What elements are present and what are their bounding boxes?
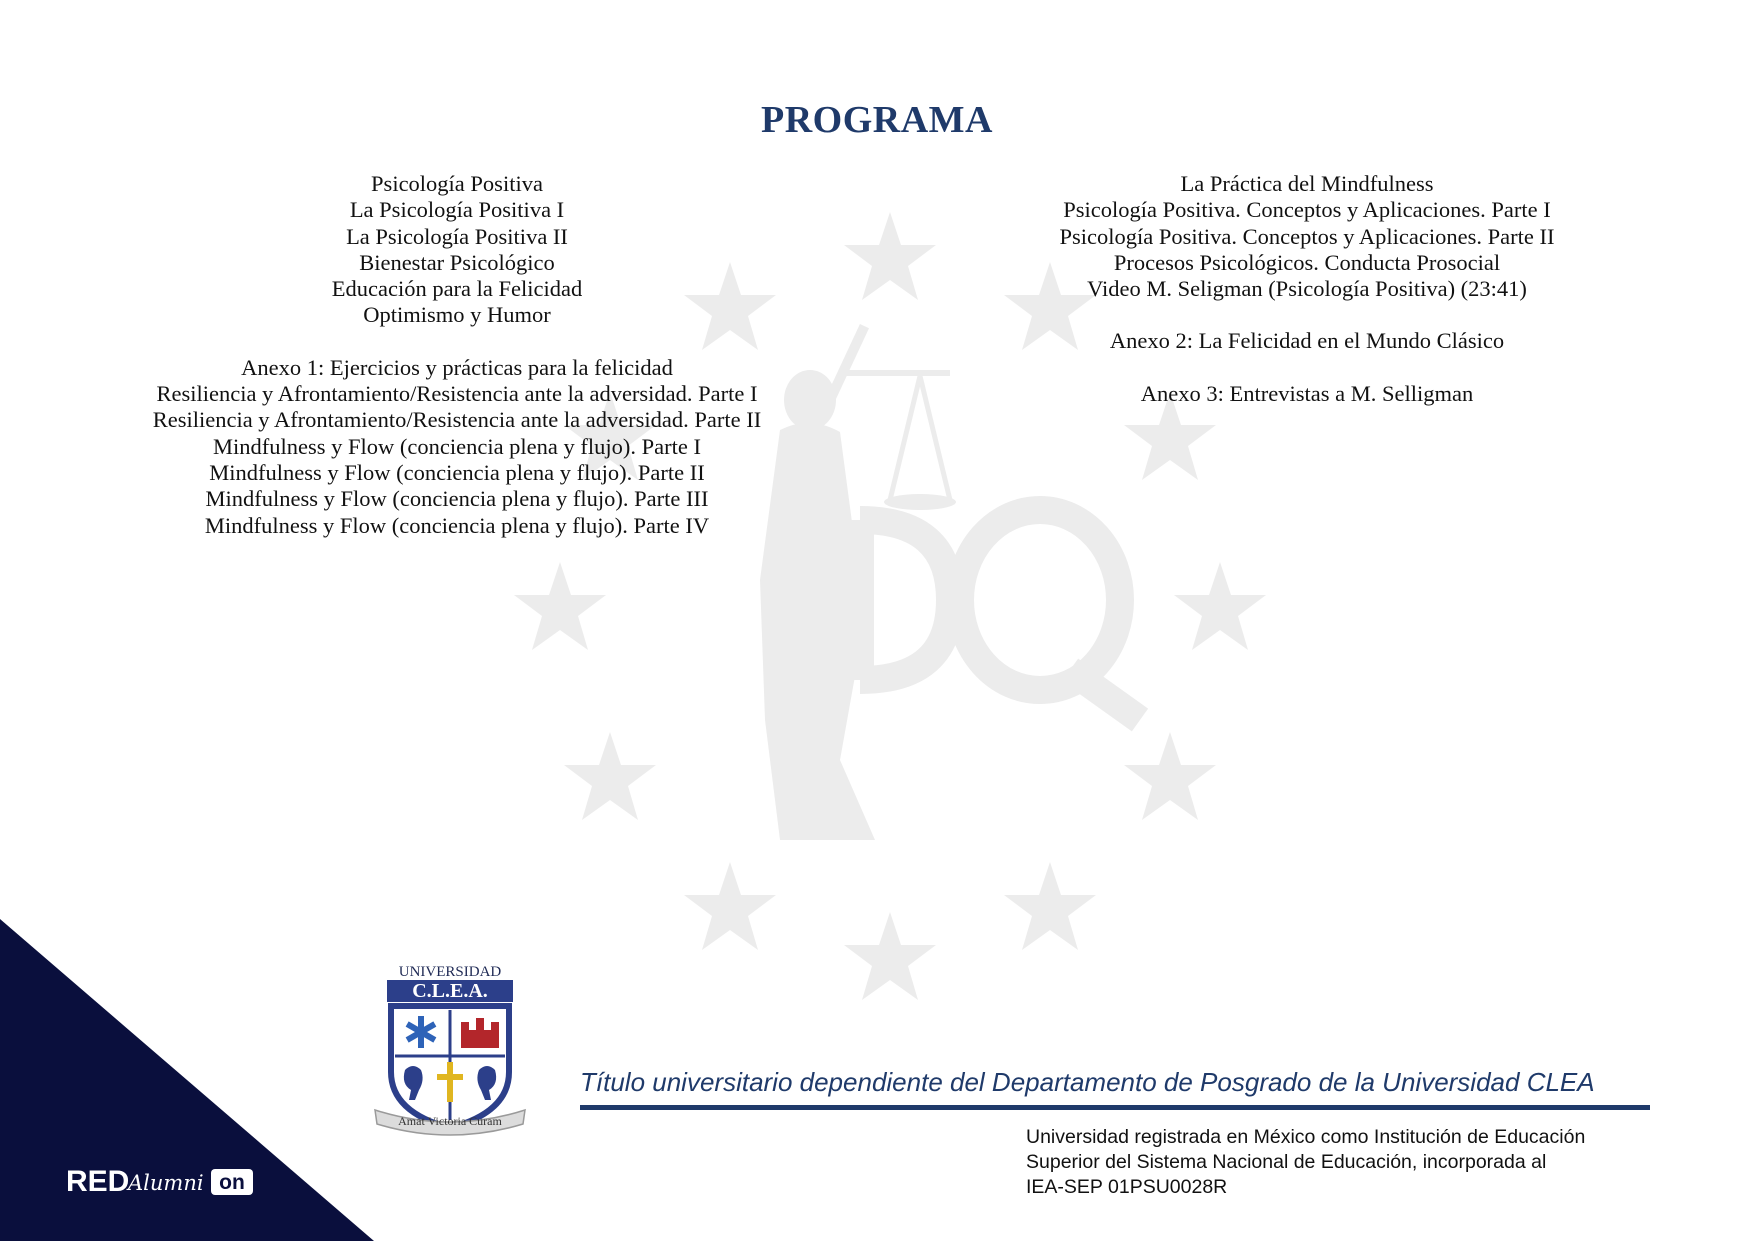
footer-registration-note <box>1026 1125 1666 1200</box>
program-item: La Práctica del Mindfulness <box>1180 171 1434 196</box>
program-item: Psicología Positiva <box>371 171 543 196</box>
footer-note-line: Superior del Sistema Nacional de Educación, incorporada al <box>1026 1151 1547 1173</box>
castle-icon <box>461 1018 499 1048</box>
watermark-monogram <box>860 510 1140 720</box>
footer-divider <box>580 1105 1650 1110</box>
program-item: La Psicología Positiva II <box>346 223 568 249</box>
annex-2-title: Anexo 2: La Felicidad en el Mundo Clásico <box>1109 328 1505 354</box>
red-alumni-logo <box>66 1161 256 1199</box>
crest-motto: Amat Victoria Curam <box>398 1114 502 1128</box>
footer-title: Título universitario dependiente del Departamento de Posgrado de la Universidad CLEA <box>580 1067 1595 1097</box>
program-item: Psicología Positiva. Conceptos y Aplicaciones. Parte II <box>1059 223 1555 249</box>
annex-item: Mindfulness y Flow (conciencia plena y flujo). Parte IV <box>204 512 710 538</box>
program-item: La Psicología Positiva I <box>349 197 565 223</box>
annex-3-title: Anexo 3: Entrevistas a M. Selligman <box>1140 380 1474 406</box>
logo-text-red: RED <box>66 1165 130 1198</box>
logo-text-alumni: Alumni <box>128 1171 204 1195</box>
program-item: Optimismo y Humor <box>363 302 551 328</box>
footer-note-line: Universidad registrada en México como Institución de Educación <box>1026 1126 1586 1148</box>
university-crest-logo <box>365 962 535 1142</box>
crest-top-text: UNIVERSIDAD <box>398 964 502 980</box>
crest-name: C.L.E.A. <box>412 980 488 1002</box>
program-item: Educación para la Felicidad <box>331 276 583 302</box>
program-column-left <box>110 171 804 539</box>
logo-text-on: on <box>219 1171 245 1194</box>
program-item: Video M. Seligman (Psicología Positiva) (23:41) <box>1087 276 1527 302</box>
program-item: Bienestar Psicológico <box>359 249 555 275</box>
program-item: Psicología Positiva. Conceptos y Aplicaciones. Parte I <box>1063 197 1551 223</box>
annex-item: Resiliencia y Afrontamiento/Resistencia ante la adversidad. Parte I <box>156 381 758 407</box>
annex-1-title: Anexo 1: Ejercicios y prácticas para la felicidad <box>241 354 673 380</box>
annex-item: Mindfulness y Flow (conciencia plena y flujo). Parte II <box>209 459 705 485</box>
page-title: PROGRAMA <box>761 99 993 141</box>
annex-item: Mindfulness y Flow (conciencia plena y flujo). Parte I <box>212 433 701 459</box>
annex-item: Resiliencia y Afrontamiento/Resistencia ante la adversidad. Parte II <box>152 407 762 433</box>
footer-note-line: IEA-SEP 01PSU0028R <box>1026 1176 1228 1198</box>
program-item: Procesos Psicológicos. Conducta Prosocial <box>1113 249 1501 275</box>
program-column-right <box>975 171 1639 407</box>
annex-item: Mindfulness y Flow (conciencia plena y flujo). Parte III <box>205 486 709 512</box>
